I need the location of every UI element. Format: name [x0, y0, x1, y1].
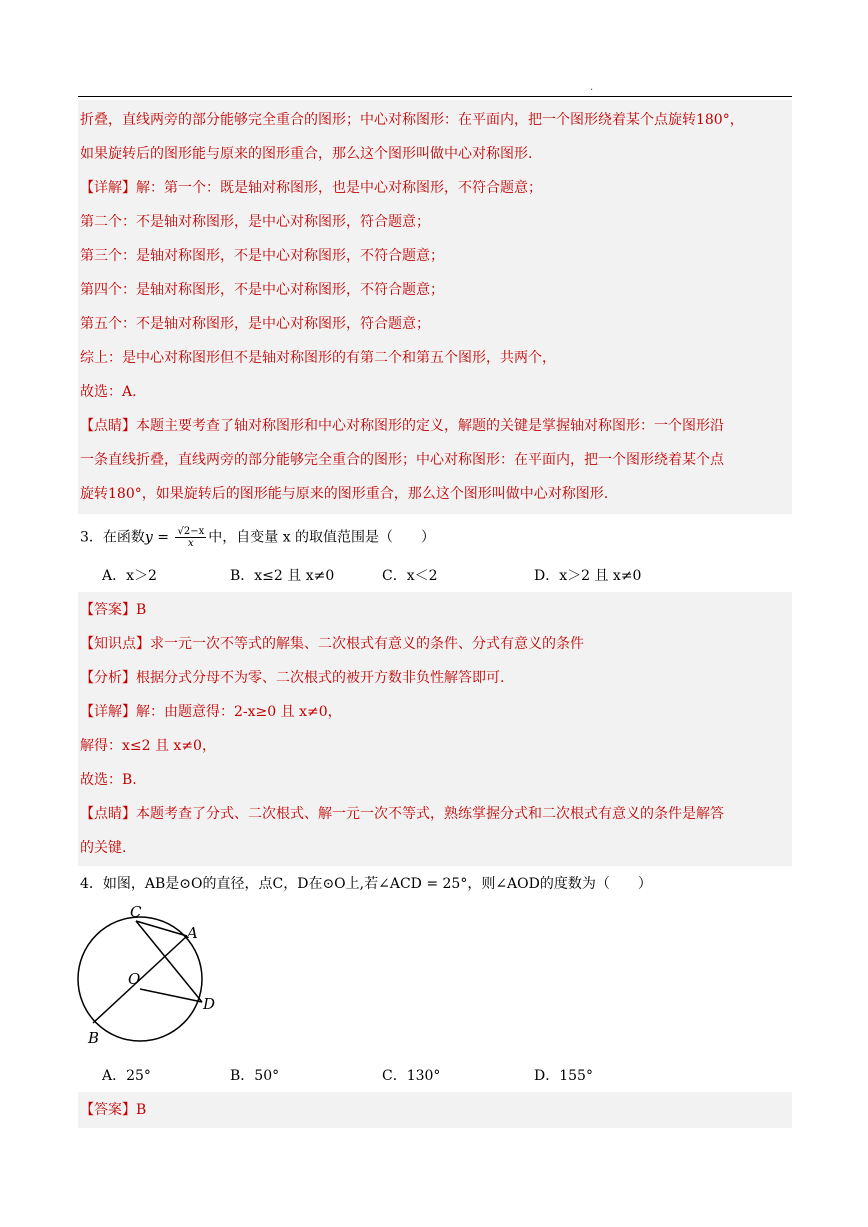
- label-c: C: [130, 905, 142, 921]
- text-line: 【答案】B: [80, 602, 147, 618]
- text-line: 【详解】解：由题意得：2-x≥0 且 x≠0，: [80, 704, 342, 720]
- text-line: 一条直线折叠，直线两旁的部分能够完全重合的图形；中心对称图形：在平面内，把一个图形绕着某个点: [80, 452, 724, 468]
- q4-option-c: C．130°: [382, 1068, 441, 1084]
- text-line: 第四个：是轴对称图形，不是中心对称图形，不符合题意；: [80, 282, 444, 298]
- q3-option-d: D．x＞2 且 x≠0: [534, 568, 642, 584]
- q3-fraction: [175, 526, 206, 549]
- q3-denominator: x: [188, 538, 194, 549]
- text-line: 的关键.: [80, 840, 127, 856]
- q3-numerator: √2−x: [177, 526, 205, 537]
- q3-eq: =: [152, 529, 174, 546]
- top-rule: [78, 96, 792, 97]
- text-line: 【分析】根据分式分母不为零、二次根式的被开方数非负性解答即可.: [80, 670, 505, 686]
- q3-option-a: A．x＞2: [102, 568, 157, 584]
- label-d: D: [203, 995, 216, 1013]
- circle-figure: [72, 905, 232, 1050]
- solution-block-q3: [78, 592, 792, 866]
- q3-prefix: 3．在函数: [80, 529, 145, 546]
- text-line: 综上：是中心对称图形但不是轴对称图形的有第二个和第五个图形，共两个，: [80, 350, 556, 366]
- text-line: 【答案】B: [80, 1102, 147, 1118]
- text-line: 第三个：是轴对称图形，不是中心对称图形，不符合题意；: [80, 248, 444, 264]
- q4-option-b: B．50°: [230, 1068, 280, 1084]
- q3-y: y: [144, 529, 153, 546]
- text-line: 【知识点】求一元一次不等式的解集、二次根式有意义的条件、分式有意义的条件: [80, 636, 584, 652]
- text-line: 【详解】解：第一个：既是轴对称图形，也是中心对称图形，不符合题意；: [80, 180, 542, 196]
- label-o: O: [128, 970, 141, 988]
- q4-option-a: A．25°: [102, 1068, 151, 1084]
- solution-block-q4: [78, 1092, 792, 1128]
- q3-option-b: B．x≤2 且 x≠0: [230, 568, 335, 584]
- text-line: 如果旋转后的图形能与原来的图形重合，那么这个图形叫做中心对称图形.: [80, 146, 533, 162]
- solution-block-q2: [78, 100, 792, 514]
- text-line: 解得：x≤2 且 x≠0，: [80, 738, 216, 754]
- label-b: B: [88, 1029, 100, 1047]
- text-line: 第五个：不是轴对称图形，是中心对称图形，符合题意；: [80, 316, 430, 332]
- label-a: A: [187, 924, 198, 942]
- q4-option-d: D．155°: [534, 1068, 593, 1084]
- text-line: 【点睛】本题考查了分式、二次根式、解一元一次不等式，熟练掌握分式和二次根式有意义的条件是解答: [80, 806, 724, 822]
- q3-option-c: C．x＜2: [382, 568, 438, 584]
- text-line: 【点睛】本题主要考查了轴对称图形和中心对称图形的定义，解题的关键是掌握轴对称图形：一个图形沿: [80, 418, 724, 434]
- header-dot: .: [590, 82, 594, 93]
- question-4: 4．如图，AB是⊙O的直径，点C，D在⊙O上,若∠ACD = 25°，则∠AOD的度数为（ ）: [80, 876, 652, 892]
- text-line: 折叠，直线两旁的部分能够完全重合的图形；中心对称图形：在平面内，把一个图形绕着某个点旋转180°，: [80, 112, 744, 128]
- text-line: 第二个：不是轴对称图形，是中心对称图形，符合题意；: [80, 214, 430, 230]
- text-line: 旋转180°，如果旋转后的图形能与原来的图形重合，那么这个图形叫做中心对称图形.: [80, 486, 609, 502]
- text-line: 故选：A.: [80, 384, 137, 400]
- q3-suffix: 中，自变量 x 的取值范围是（ ）: [208, 529, 436, 546]
- question-3: [80, 526, 435, 549]
- text-line: 故选：B.: [80, 772, 137, 788]
- chord-ca: [136, 921, 187, 936]
